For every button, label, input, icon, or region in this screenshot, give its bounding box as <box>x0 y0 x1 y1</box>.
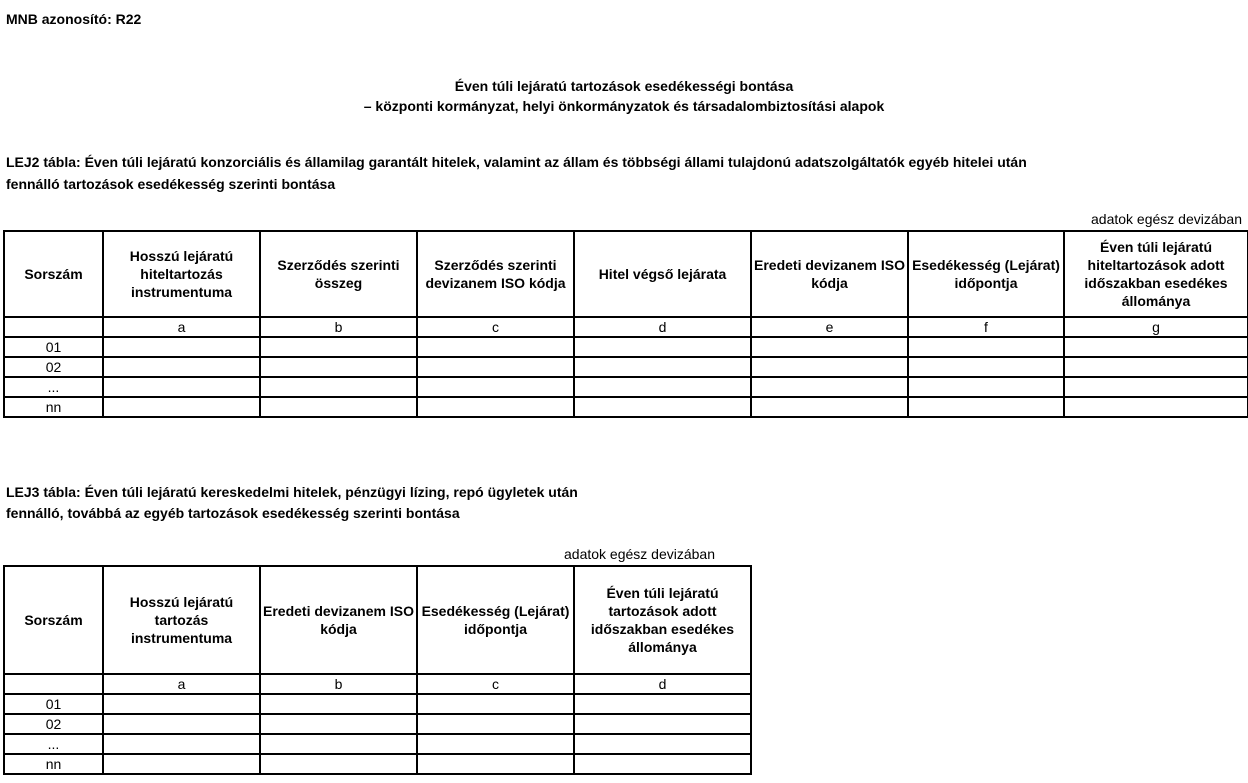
lej3-letter: d <box>574 674 751 694</box>
table-row <box>4 357 1248 377</box>
data-cell[interactable] <box>1064 337 1248 357</box>
lej2-letter: d <box>574 317 751 337</box>
lej3-row-label: 02 <box>4 714 103 734</box>
data-cell[interactable] <box>417 694 574 714</box>
data-cell[interactable] <box>103 714 260 734</box>
data-cell[interactable] <box>574 714 751 734</box>
table-row <box>4 377 1248 397</box>
data-cell[interactable] <box>103 397 260 417</box>
table-row <box>4 734 751 754</box>
data-cell[interactable] <box>417 337 574 357</box>
lej3-table <box>3 565 752 775</box>
lej3-header-instrument: Hosszú lejáratú tartozás instrumentuma <box>103 566 260 674</box>
data-cell[interactable] <box>574 734 751 754</box>
lej2-header-contract-currency: Szerződés szerinti devizanem ISO kódja <box>417 231 574 317</box>
lej3-header-original-currency: Eredeti devizanem ISO kódja <box>260 566 417 674</box>
data-cell[interactable] <box>574 337 751 357</box>
page-title-line2: – központi kormányzat, helyi önkormányzatok és társadalombiztosítási alapok <box>363 98 885 114</box>
data-cell[interactable] <box>260 357 417 377</box>
data-cell[interactable] <box>260 694 417 714</box>
data-cell[interactable] <box>1064 357 1248 377</box>
table-row <box>4 397 1248 417</box>
data-cell[interactable] <box>908 377 1064 397</box>
lej2-table <box>3 230 1248 418</box>
lej2-header-sorszam: Sorszám <box>4 231 103 317</box>
data-cell[interactable] <box>260 397 417 417</box>
data-cell[interactable] <box>260 714 417 734</box>
table-row <box>4 694 751 714</box>
data-cell[interactable] <box>1064 377 1248 397</box>
data-cell[interactable] <box>103 734 260 754</box>
data-cell[interactable] <box>574 397 751 417</box>
data-cell[interactable] <box>908 397 1064 417</box>
data-cell[interactable] <box>417 377 574 397</box>
lej2-header-instrument: Hosszú lejáratú hiteltartozás instrumentuma <box>103 231 260 317</box>
data-cell[interactable] <box>574 694 751 714</box>
data-cell[interactable] <box>260 754 417 774</box>
lej3-title-line2: fennálló, továbbá az egyéb tartozások esedékesség szerinti bontása <box>6 505 460 521</box>
lej2-letter <box>4 317 103 337</box>
data-cell[interactable] <box>260 377 417 397</box>
lej3-letter: c <box>417 674 574 694</box>
data-cell[interactable] <box>908 337 1064 357</box>
data-cell[interactable] <box>103 694 260 714</box>
lej2-row-label: 01 <box>4 337 103 357</box>
data-cell[interactable] <box>103 377 260 397</box>
lej3-header-due-stock: Éven túli lejáratú tartozások adott időszakban esedékes állománya <box>574 566 751 674</box>
data-cell[interactable] <box>103 357 260 377</box>
lej2-row-label: nn <box>4 397 103 417</box>
lej2-title-line1: LEJ2 tábla: Éven túli lejáratú konzorciális és államilag garantált hitelek, valamint az állam és többségi állami tulajdonú adatszolgáltatók egyéb hitelei után <box>6 154 1027 170</box>
lej2-header-due-date: Esedékesség (Lejárat) időpontja <box>908 231 1064 317</box>
lej3-row-label: 01 <box>4 694 103 714</box>
table-row <box>4 337 1248 357</box>
lej3-header-due-date: Esedékesség (Lejárat) időpontja <box>417 566 574 674</box>
lej2-letter: b <box>260 317 417 337</box>
data-cell[interactable] <box>751 377 908 397</box>
lej2-header-due-stock: Éven túli lejáratú hiteltartozások adott időszakban esedékes állománya <box>1064 231 1248 317</box>
lej2-header-row <box>4 231 1248 317</box>
lej2-row-label: 02 <box>4 357 103 377</box>
lej2-title-line2: fennálló tartozások esedékesség szerinti bontása <box>6 176 336 192</box>
lej3-header-row <box>4 566 751 674</box>
data-cell[interactable] <box>103 337 260 357</box>
data-cell[interactable] <box>751 357 908 377</box>
data-cell[interactable] <box>260 337 417 357</box>
data-cell[interactable] <box>417 397 574 417</box>
data-cell[interactable] <box>574 357 751 377</box>
lej2-letter: e <box>751 317 908 337</box>
lej2-header-contract-amount: Szerződés szerinti összeg <box>260 231 417 317</box>
page-title-line1: Éven túli lejáratú tartozások esedékességi bontása <box>454 78 794 94</box>
lej3-unit-note: adatok egész devizában <box>564 546 715 562</box>
lej3-row-label: nn <box>4 754 103 774</box>
lej2-letter: f <box>908 317 1064 337</box>
lej3-letter: b <box>260 674 417 694</box>
lej3-letter <box>4 674 103 694</box>
lej3-header-sorszam: Sorszám <box>4 566 103 674</box>
lej2-header-final-maturity: Hitel végső lejárata <box>574 231 751 317</box>
mnb-id: MNB azonosító: R22 <box>6 11 142 27</box>
lej3-letter-row <box>4 674 751 694</box>
data-cell[interactable] <box>417 357 574 377</box>
data-cell[interactable] <box>751 397 908 417</box>
lej2-row-label: ... <box>4 377 103 397</box>
lej2-letter-row <box>4 317 1248 337</box>
data-cell[interactable] <box>417 734 574 754</box>
data-cell[interactable] <box>103 754 260 774</box>
lej3-row-label: ... <box>4 734 103 754</box>
data-cell[interactable] <box>417 754 574 774</box>
table-row <box>4 754 751 774</box>
data-cell[interactable] <box>574 377 751 397</box>
data-cell[interactable] <box>751 337 908 357</box>
lej2-letter: g <box>1064 317 1248 337</box>
lej2-letter: a <box>103 317 260 337</box>
lej2-letter: c <box>417 317 574 337</box>
table-row <box>4 714 751 734</box>
data-cell[interactable] <box>417 714 574 734</box>
lej2-header-original-currency: Eredeti devizanem ISO kódja <box>751 231 908 317</box>
data-cell[interactable] <box>260 734 417 754</box>
lej3-letter: a <box>103 674 260 694</box>
data-cell[interactable] <box>908 357 1064 377</box>
lej3-title-line1: LEJ3 tábla: Éven túli lejáratú kereskedelmi hitelek, pénzügyi lízing, repó ügyletek után <box>6 484 578 500</box>
data-cell[interactable] <box>1064 397 1248 417</box>
data-cell[interactable] <box>574 754 751 774</box>
lej2-unit-note: adatok egész devizában <box>1091 211 1242 227</box>
